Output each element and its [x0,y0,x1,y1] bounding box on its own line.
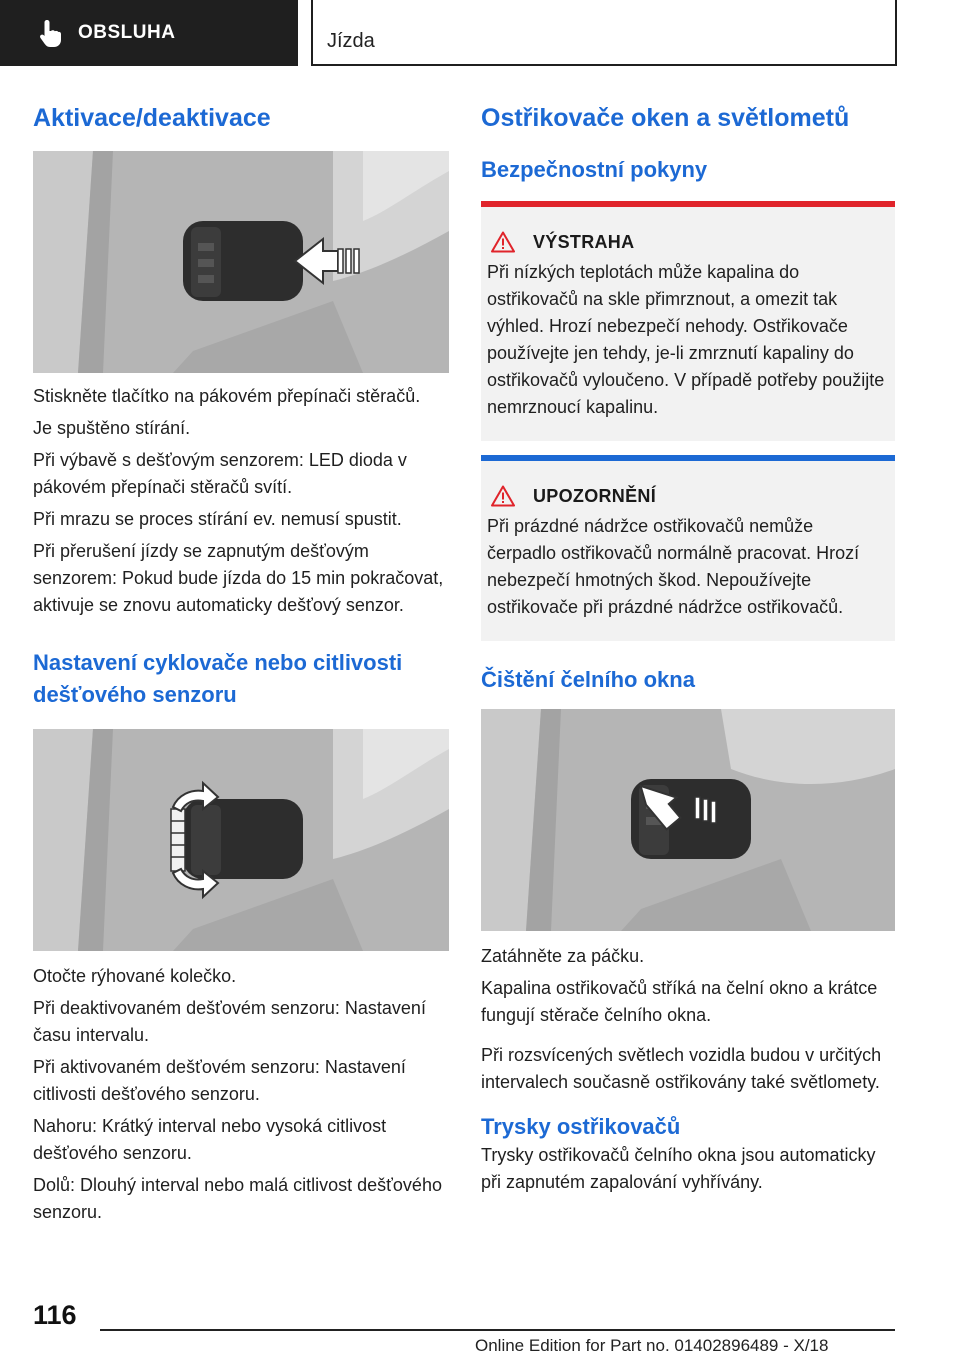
right-column [481,104,895,1196]
heading-interval-setting: Nastavení cyklovače nebo citlivosti dešťového senzoru [33,650,403,707]
paragraph: Dolů: Dlouhý interval nebo malá citlivost dešťového senzoru. [33,1175,442,1222]
wiper-stalk-press-image [33,151,449,373]
notice-triangle-icon [491,485,515,507]
warning-box [481,201,895,441]
paragraph: Otočte rýhované kolečko. [33,966,237,986]
notice-box [481,455,895,641]
heading-safety: Bezpečnostní pokyny [481,157,708,182]
wiper-stalk-wheel-image [33,729,449,951]
paragraph: Trysky ostřikovačů čelního okna jsou automaticky při zapnutém zapalování vyhřívány. [481,1145,876,1192]
paragraph: Stiskněte tlačítko na pákovém přepínači stěračů. [33,386,421,406]
paragraph: Při mrazu se proces stírání ev. nemusí spustit. [33,509,402,529]
page-number: 116 [33,1300,77,1330]
paragraph: Je spuštěno stírání. [33,418,191,438]
header-tab [0,0,298,66]
notice-text: Při prázdné nádržce ostřikovačů nemůže čerpadlo ostřikovačů normálně pracovat. Hrozí nebezpečí hmotných škod. Nepoužívejte ostřikovače při prázdné nádržce ostřikovačů. [487,516,860,617]
warning-triangle-icon [491,231,515,253]
notice-title: UPOZORNĚNÍ [533,485,657,506]
footer-divider [100,1329,895,1331]
heading-activation: Aktivace/deaktivace [33,104,271,132]
heading-nozzles: Trysky ostřikovačů [481,1114,681,1139]
paragraph: Při rozsvícených světlech vozidla budou v určitých intervalech současně ostřikovány také světlomety. [481,1045,882,1092]
hand-pointer-icon [38,18,64,48]
paragraph: Při výbavě s dešťovým senzorem: LED dioda v pákovém přepínači stěračů svítí. [33,450,407,497]
edition-text: Online Edition for Part no. 01402896489 - X/18 [475,1336,829,1355]
paragraph: Nahoru: Krátký interval nebo vysoká citlivost dešťového senzoru. [33,1116,387,1163]
paragraph: Při přerušení jízdy se zapnutým dešťovým senzorem: Pokud bude jízda do 15 min pokračovat, aktivuje se znovu automaticky dešťový senzor. [33,541,444,615]
left-column [33,104,449,1226]
heading-windscreen: Čištění čelního okna [481,667,695,692]
paragraph: Zatáhněte za páčku. [481,946,645,966]
section-header [311,0,897,66]
wiper-stalk-pull-image [481,709,895,931]
warning-title: VÝSTRAHA [533,231,635,252]
warning-text: Při nízkých teplotách může kapalina do ostřikovačů na skle přimrznout, a omezit tak výhled. Hrozí nebezpečí nehody. Ostřikovače používejte jen tehdy, je-li zmrznutí kapaliny do ostřikovačů vyloučeno. V případě potřeby použijte nemrznoucí kapalinu. [487,262,885,417]
section-title: Jízda [327,30,375,52]
paragraph: Při deaktivovaném dešťovém senzoru: Nastavení času intervalu. [33,998,426,1045]
paragraph: Kapalina ostřikovačů stříká na čelní okno a krátce fungují stěrače čelního okna. [481,978,878,1025]
chapter-tab-label: OBSLUHA [78,22,176,43]
heading-washers: Ostřikovače oken a světlometů [481,104,850,132]
paragraph: Při aktivovaném dešťovém senzoru: Nastavení citlivosti dešťového senzoru. [33,1057,406,1104]
